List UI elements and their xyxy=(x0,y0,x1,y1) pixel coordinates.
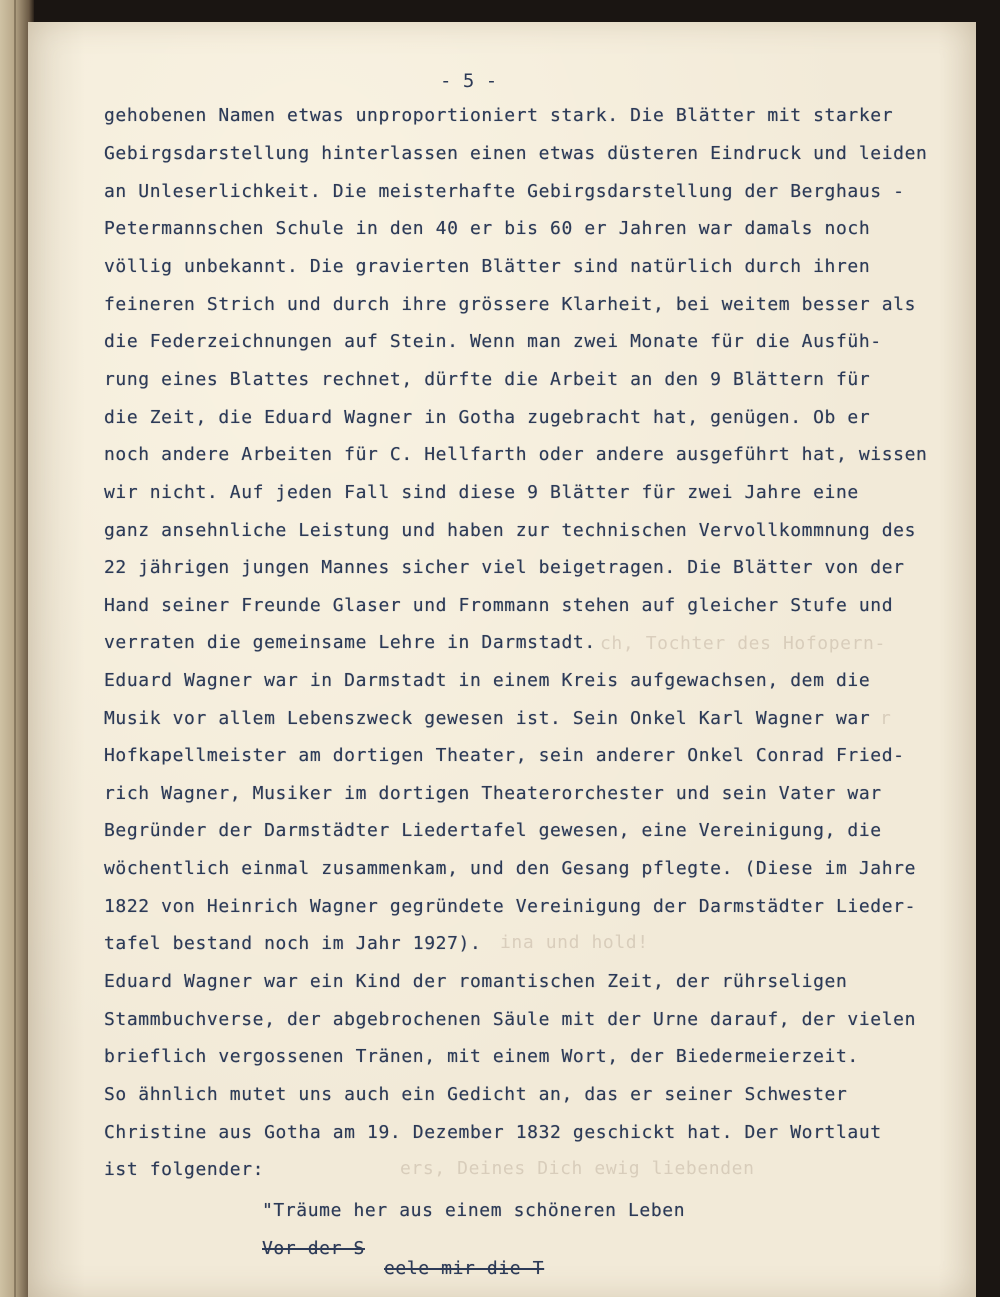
text-line: ist folgender: xyxy=(104,1159,265,1180)
text-line: Hofkapellmeister am dortigen Theater, sein anderer Onkel Conrad Fried- xyxy=(104,745,905,766)
struck-text: eele mir die T xyxy=(384,1258,545,1279)
text-line: rich Wagner, Musiker im dortigen Theaterorchester und sein Vater war xyxy=(104,783,882,804)
text-line: noch andere Arbeiten für C. Hellfarth oder andere ausgeführt hat, wissen xyxy=(104,444,928,465)
bleed-through-text: ch, Tochter des Hofopern- xyxy=(600,633,886,654)
text-line: tafel bestand noch im Jahr 1927). xyxy=(104,933,482,954)
text-line: brieflich vergossenen Tränen, mit einem Wort, der Biedermeierzeit. xyxy=(104,1046,859,1067)
text-line: die Federzeichnungen auf Stein. Wenn man zwei Monate für die Ausfüh- xyxy=(104,331,882,352)
text-line: rung eines Blattes rechnet, dürfte die Arbeit an den 9 Blättern für xyxy=(104,369,871,390)
struck-text: Vor der S xyxy=(262,1238,365,1259)
text-line: wöchentlich einmal zusammenkam, und den Gesang pflegte. (Diese im Jahre xyxy=(104,858,917,879)
text-line: Petermannschen Schule in den 40 er bis 60 er Jahren war damals noch xyxy=(104,218,871,239)
text-line: wir nicht. Auf jeden Fall sind diese 9 Blätter für zwei Jahre eine xyxy=(104,482,859,503)
paper-sheet xyxy=(28,22,976,1297)
text-line: feineren Strich und durch ihre grössere Klarheit, bei weitem besser als xyxy=(104,294,917,315)
text-line: So ähnlich mutet uns auch ein Gedicht an, das er seiner Schwester xyxy=(104,1084,848,1105)
bleed-through-text: r xyxy=(880,708,892,729)
text-line: Eduard Wagner war ein Kind der romantischen Zeit, der rührseligen xyxy=(104,971,848,992)
bleed-through-text: ers, Deines Dich ewig liebenden xyxy=(400,1158,755,1179)
text-line: 22 jährigen jungen Mannes sicher viel beigetragen. Die Blätter von der xyxy=(104,557,905,578)
bleed-through-text: ina und hold! xyxy=(500,932,649,953)
text-line: 1822 von Heinrich Wagner gegründete Vereinigung der Darmstädter Lieder- xyxy=(104,896,917,917)
text-line: die Zeit, die Eduard Wagner in Gotha zugebracht hat, genügen. Ob er xyxy=(104,407,871,428)
text-line: Christine aus Gotha am 19. Dezember 1832 geschickt hat. Der Wortlaut xyxy=(104,1122,882,1143)
text-line: ganz ansehnliche Leistung und haben zur technischen Vervollkommnung des xyxy=(104,520,917,541)
text-line: Gebirgsdarstellung hinterlassen einen etwas düsteren Eindruck und leiden xyxy=(104,143,928,164)
text-line: völlig unbekannt. Die gravierten Blätter sind natürlich durch ihren xyxy=(104,256,871,277)
text-line: verraten die gemeinsame Lehre in Darmstadt. xyxy=(104,632,596,653)
text-line: an Unleserlichkeit. Die meisterhafte Gebirgsdarstellung der Berghaus - xyxy=(104,181,905,202)
text-line: Stammbuchverse, der abgebrochenen Säule mit der Urne darauf, der vielen xyxy=(104,1009,917,1030)
page-number: - 5 - xyxy=(440,70,498,92)
text-line: Musik vor allem Lebenszweck gewesen ist. Sein Onkel Karl Wagner war xyxy=(104,708,871,729)
text-line: Eduard Wagner war in Darmstadt in einem Kreis aufgewachsen, dem die xyxy=(104,670,871,691)
poem-line: "Träume her aus einem schöneren Leben xyxy=(262,1200,686,1221)
text-line: Begründer der Darmstädter Liedertafel gewesen, eine Vereinigung, die xyxy=(104,820,882,841)
text-line: gehobenen Namen etwas unproportioniert stark. Die Blätter mit starker xyxy=(104,105,894,126)
gutter-fold xyxy=(14,0,16,1297)
text-line: Hand seiner Freunde Glaser und Frommann stehen auf gleicher Stufe und xyxy=(104,595,894,616)
